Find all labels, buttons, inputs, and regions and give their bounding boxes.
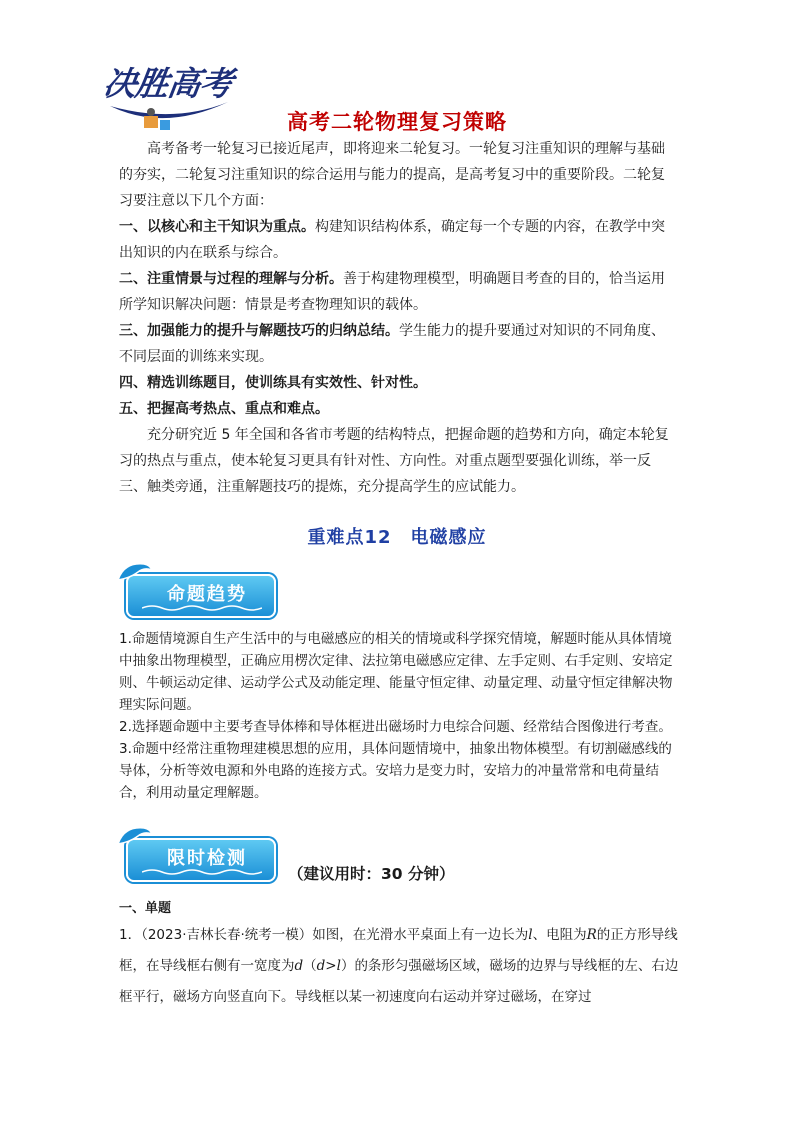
question-number: 1． [119,927,142,943]
trend-item-3: 3.命题中经常注重物理建模思想的应用，具体问题情境中，抽象出物体模型。有切割磁感线的导体，分析等效电源和外电路的连接方式。安培力是变力时，安培力的冲量常常和电荷量结合，利用动量定理解题。 [119,741,672,801]
intro-closing: 充分研究近 5 年全国和各省市考题的结构特点，把握命题的趋势和方向，确定本轮复习的热点与重点，使本轮复习更具有针对性、方向性。对重点题型要强化训练，举一反三、触类旁通，注重解题技巧的提炼，充分提高学生的应试能力。 [119,427,669,495]
intro-point-5: 五、把握高考热点、重点和难点。 [119,401,329,417]
wave-icon [142,868,262,876]
intro-point-4: 四、精选训练题目，使训练具有实效性、针对性。 [119,375,427,391]
question-section-heading: 一、单题 [119,901,172,916]
intro-point-3: 三、加强能力的提升与解题技巧的归纳总结。学生能力的提升要通过对知识的不同角度、不同层面的训练来实现。 [119,323,665,365]
intro-point-2: 二、注重情景与过程的理解与分析。善于构建物理模型，明确题目考查的目的，恰当运用所学知识解决问题：情景是考查物理知识的载体。 [119,271,665,313]
logo-text: 决胜高考 [100,64,235,103]
intro-paragraph: 高考备考一轮复习已接近尾声，即将迎来二轮复习。一轮复习注重知识的理解与基础的夯实，二轮复习注重知识的综合运用与能力的提高，是高考复习中的重要阶段。二轮复习要注意以下几个方面： [119,141,665,209]
trend-section [119,628,681,804]
question-source: （2023·吉林长春·统考一模） [141,927,313,943]
dolphin-icon [114,558,154,588]
dolphin-icon [114,822,154,852]
test-badge [118,824,278,890]
intro-section [119,136,677,500]
trend-badge [118,560,278,626]
trend-item-1: 1.命题情境源自生产生活中的与电磁感应的相关的情境或科学探究情境，解题时能从具体情境中抽象出物理模型，正确应用楞次定律、法拉第电磁感应定律、左手定则、右手定则、安培定则、牛顿运动定律、运动学公式及动能定理、能量守恒定律、动量定理、动量守恒定律解决物理实际问题。 [119,631,673,713]
section-title: 重难点12 电磁感应 [307,527,487,548]
time-hint: （建议用时：30 分钟） [288,865,455,883]
trend-item-2: 2.选择题命题中主要考查导体棒和导体框进出磁场时力电综合问题、经常结合图像进行考查。 [119,719,672,735]
wave-icon [142,604,262,612]
question-1: 1．（2023·吉林长春·统考一模）如图，在光滑水平桌面上有一边长为l、电阻为R的正方形导线框，在导线框右侧有一宽度为d（d>l）的条形匀强磁场区域，磁场的边界与导线框的左、右边框平行，磁场方向竖直向下。导线框以某一初速度向右运动并穿过磁场，在穿过 [119,927,679,1005]
test-badge-label: 限时检测 [167,848,247,869]
intro-point-1: 一、以核心和主干知识为重点。构建知识结构体系，确定每一个专题的内容，在教学中突出知识的内在联系与综合。 [119,219,665,261]
page-title: 高考二轮物理复习策略 [287,110,507,134]
trend-badge-label: 命题趋势 [167,584,247,605]
